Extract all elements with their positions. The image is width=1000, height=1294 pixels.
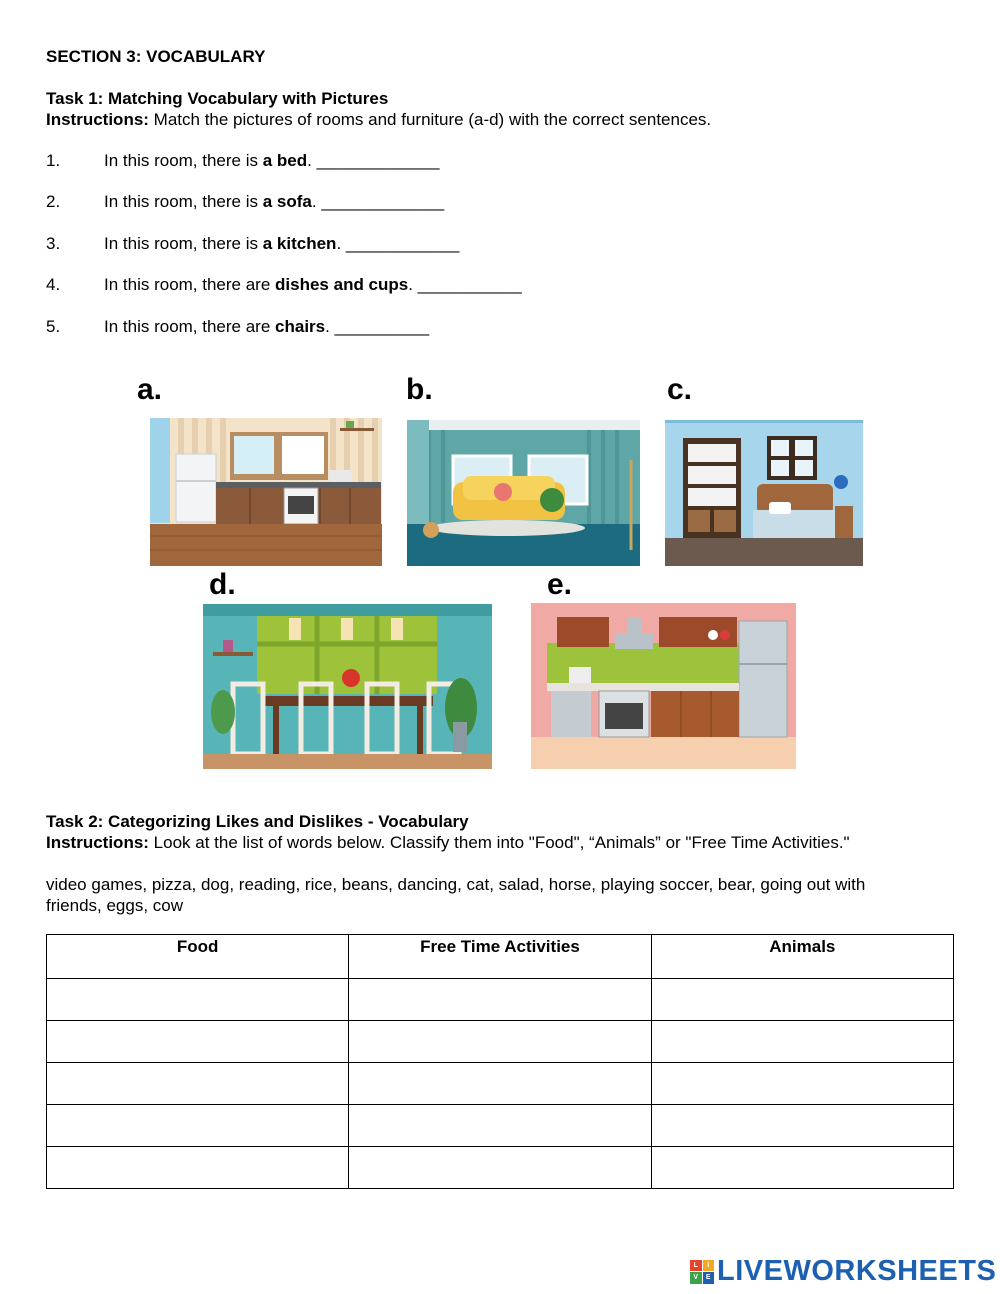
item-sentence[interactable]: In this room, there is a sofa. _____________ — [104, 192, 445, 211]
table-row — [47, 1147, 954, 1189]
table-row — [47, 1063, 954, 1105]
item-sentence[interactable]: In this room, there are dishes and cups. ___________ — [104, 275, 522, 294]
table-cell[interactable] — [47, 1147, 349, 1189]
instructions-text: Look at the list of words below. Classify them into "Food", “Animals” or "Free Time Activities." — [148, 833, 850, 852]
table-cell[interactable] — [349, 1063, 651, 1105]
header-animals: Animals — [651, 935, 953, 979]
table-cell[interactable] — [651, 1147, 953, 1189]
picture-letter-d: d. — [209, 568, 236, 601]
liveworksheets-logo — [690, 1255, 996, 1288]
header-free-time-activities: Free Time Activities — [349, 935, 651, 979]
table-cell[interactable] — [349, 1105, 651, 1147]
item-number: 3. — [46, 234, 61, 253]
logo-text: LIVEWORKSHEETS — [717, 1255, 997, 1287]
picture-letter-a: a. — [137, 373, 163, 406]
task1-title: Task 1: Matching Vocabulary with Pictures — [46, 89, 389, 108]
word-list-line-2: friends, eggs, cow — [46, 896, 184, 915]
picture-letter-c: c. — [667, 373, 693, 406]
table-row — [47, 1021, 954, 1063]
task1-instructions — [46, 110, 711, 130]
table-header-row — [47, 935, 954, 979]
picture-c-bedroom — [665, 420, 863, 566]
table-cell[interactable] — [47, 1105, 349, 1147]
table-cell[interactable] — [349, 979, 651, 1021]
task2-title: Task 2: Categorizing Likes and Dislikes - Vocabulary — [46, 812, 469, 831]
picture-a-kitchen — [150, 418, 382, 566]
header-food: Food — [47, 935, 349, 979]
category-table — [46, 934, 954, 1189]
task2-instructions — [46, 833, 850, 853]
item-sentence[interactable]: In this room, there are chairs. __________ — [104, 317, 430, 336]
item-number: 4. — [46, 275, 61, 294]
item-number: 1. — [46, 151, 61, 170]
word-list-line-1: video games, pizza, dog, reading, rice, beans, dancing, cat, salad, horse, playing soccer, bear, going out with — [46, 875, 866, 894]
table-cell[interactable] — [651, 979, 953, 1021]
instructions-text: Match the pictures of rooms and furniture (a-d) with the correct sentences. — [148, 110, 712, 129]
picture-letter-b: b. — [406, 373, 433, 406]
table-cell[interactable] — [47, 1063, 349, 1105]
picture-d-dining-room — [203, 604, 492, 769]
table-cell[interactable] — [47, 979, 349, 1021]
item-sentence[interactable]: In this room, there is a bed. _____________ — [104, 151, 440, 170]
picture-e-kitchen — [531, 603, 796, 769]
instructions-label: Instructions: — [46, 833, 149, 852]
picture-letter-e: e. — [547, 568, 573, 601]
table-cell[interactable] — [651, 1063, 953, 1105]
table-row — [47, 979, 954, 1021]
table-cell[interactable] — [47, 1021, 349, 1063]
section-title: SECTION 3: VOCABULARY — [46, 47, 266, 66]
item-sentence[interactable]: In this room, there is a kitchen. ____________ — [104, 234, 460, 253]
item-number: 2. — [46, 192, 61, 211]
table-cell[interactable] — [651, 1105, 953, 1147]
table-cell[interactable] — [651, 1021, 953, 1063]
table-row — [47, 1105, 954, 1147]
picture-b-living-room — [407, 420, 640, 566]
instructions-label: Instructions: — [46, 110, 149, 129]
table-cell[interactable] — [349, 1147, 651, 1189]
table-cell[interactable] — [349, 1021, 651, 1063]
logo-blocks-icon: L I V E — [690, 1260, 714, 1284]
item-number: 5. — [46, 317, 61, 336]
